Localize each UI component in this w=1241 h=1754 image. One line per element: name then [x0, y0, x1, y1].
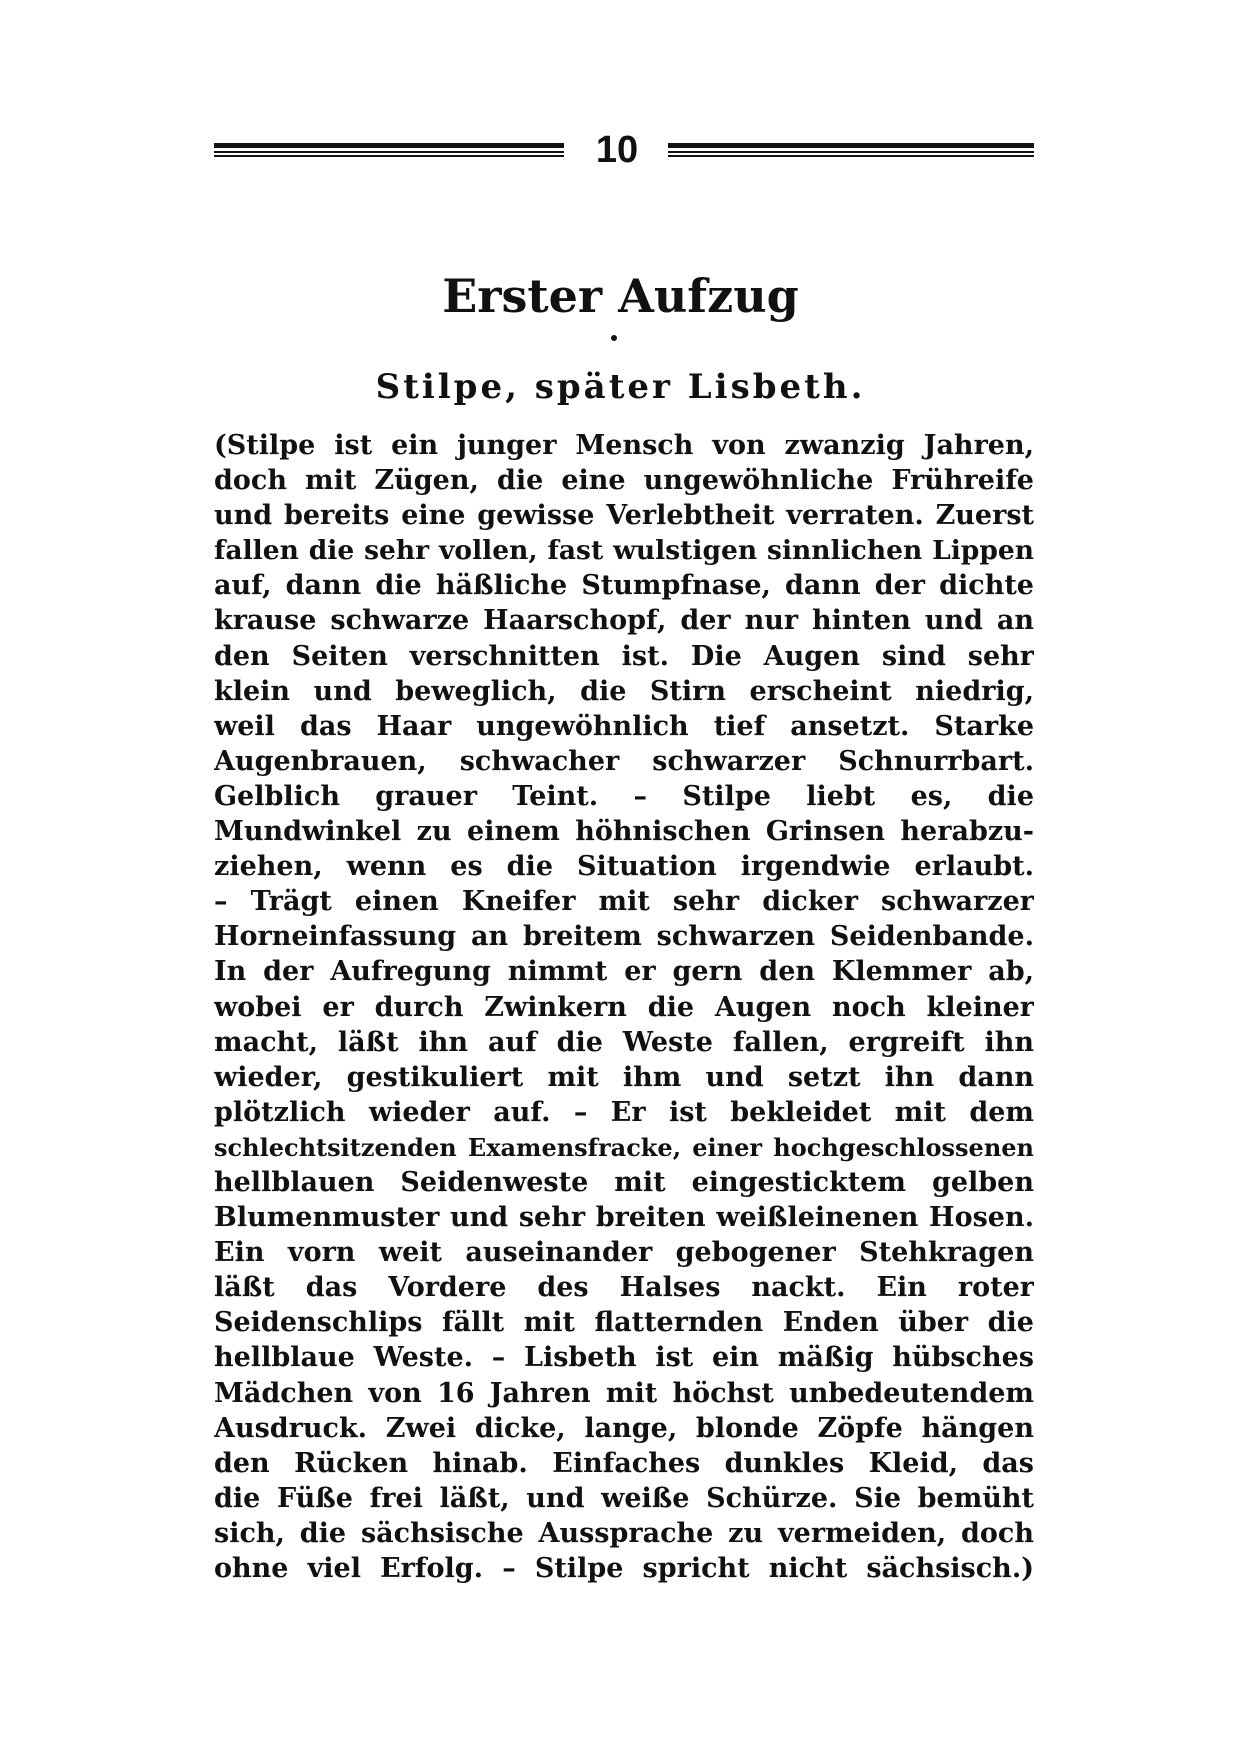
- text-line: Gelblich grauer Teint. – Stilpe liebt es, die: [214, 780, 1034, 812]
- scene-subtitle: Stilpe, später Lisbeth.: [375, 367, 866, 407]
- text-line: hellblaue Weste. – Lisbeth ist ein mäßig hübsches: [214, 1342, 1034, 1374]
- decorative-rule-right: [668, 143, 1034, 157]
- text-line: wieder, gestikuliert mit ihm und setzt ihn dann: [214, 1061, 1034, 1093]
- act-title: Erster Aufzug: [442, 269, 799, 323]
- text-line: sich, die sächsische Aussprache zu vermeiden, doch: [214, 1517, 1034, 1549]
- text-line: klein und beweglich, die Stirn erscheint niedrig,: [214, 675, 1034, 707]
- text-line: läßt das Vordere des Halses nackt. Ein roter: [214, 1272, 1034, 1304]
- text-line: Blumenmuster und sehr breiten weißleinenen Hosen.: [214, 1202, 1034, 1234]
- text-line: die Füße frei läßt, und weiße Schürze. Sie bemüht: [214, 1482, 1034, 1514]
- text-line: doch mit Zügen, die eine ungewöhnliche Frühreife: [214, 465, 1034, 497]
- text-line: fallen die sehr vollen, fast wulstigen sinnlichen Lippen: [214, 535, 1034, 567]
- text-line: und bereits eine gewisse Verlebtheit verraten. Zuerst: [214, 500, 1034, 532]
- text-line: den Rücken hinab. Einfaches dunkles Kleid, das: [214, 1447, 1034, 1479]
- text-line: – Trägt einen Kneifer mit sehr dicker schwarzer: [214, 886, 1034, 918]
- text-line: (Stilpe ist ein junger Mensch von zwanzig Jahren,: [214, 430, 1034, 461]
- text-line: Seidenschlips fällt mit flatternden Enden über die: [214, 1307, 1034, 1339]
- text-line: auf, dann die häßliche Stumpfnase, dann der dichte: [214, 570, 1034, 602]
- page-header: [214, 128, 1034, 178]
- text-line: ziehen, wenn es die Situation irgendwie erlaubt.: [214, 851, 1034, 883]
- text-line: In der Aufregung nimmt er gern den Klemmer ab,: [214, 956, 1034, 988]
- text-line: krause schwarze Haarschopf, der nur hinten und an: [214, 605, 1034, 637]
- text-line: Mundwinkel zu einem höhnischen Grinsen herabzu-: [214, 816, 1034, 848]
- text-line: Ausdruck. Zwei dicke, lange, blonde Zöpfe hängen: [214, 1412, 1034, 1444]
- ornament-dot: [611, 335, 617, 341]
- text-line: den Seiten verschnitten ist. Die Augen sind sehr: [214, 640, 1034, 672]
- text-line: macht, läßt ihn auf die Weste fallen, ergreift ihn: [214, 1026, 1034, 1058]
- stage-direction: [214, 428, 1034, 1586]
- text-line: hellblauen Seidenweste mit eingesticktem gelben: [214, 1166, 1034, 1198]
- text-line: wobei er durch Zwinkern die Augen noch kleiner: [214, 991, 1034, 1023]
- text-line: weil das Haar ungewöhnlich tief ansetzt. Starke: [214, 710, 1034, 742]
- page-number: 10: [595, 129, 639, 171]
- text-line: Ein vorn weit auseinander gebogener Stehkragen: [214, 1237, 1034, 1269]
- text-line: schlechtsitzenden Examensfracke, einer hochgeschlossenen: [214, 1132, 1034, 1162]
- decorative-rule-left: [214, 143, 564, 157]
- text-line: Augenbrauen, schwacher schwarzer Schnurrbart.: [214, 745, 1034, 777]
- text-line: ohne viel Erfolg. – Stilpe spricht nicht sächsisch.): [214, 1553, 1034, 1584]
- text-line: Horneinfassung an breitem schwarzen Seidenbande.: [214, 921, 1034, 953]
- text-line: Mädchen von 16 Jahren mit höchst unbedeutendem: [214, 1377, 1034, 1409]
- text-line: plötzlich wieder auf. – Er ist bekleidet mit dem: [214, 1096, 1034, 1128]
